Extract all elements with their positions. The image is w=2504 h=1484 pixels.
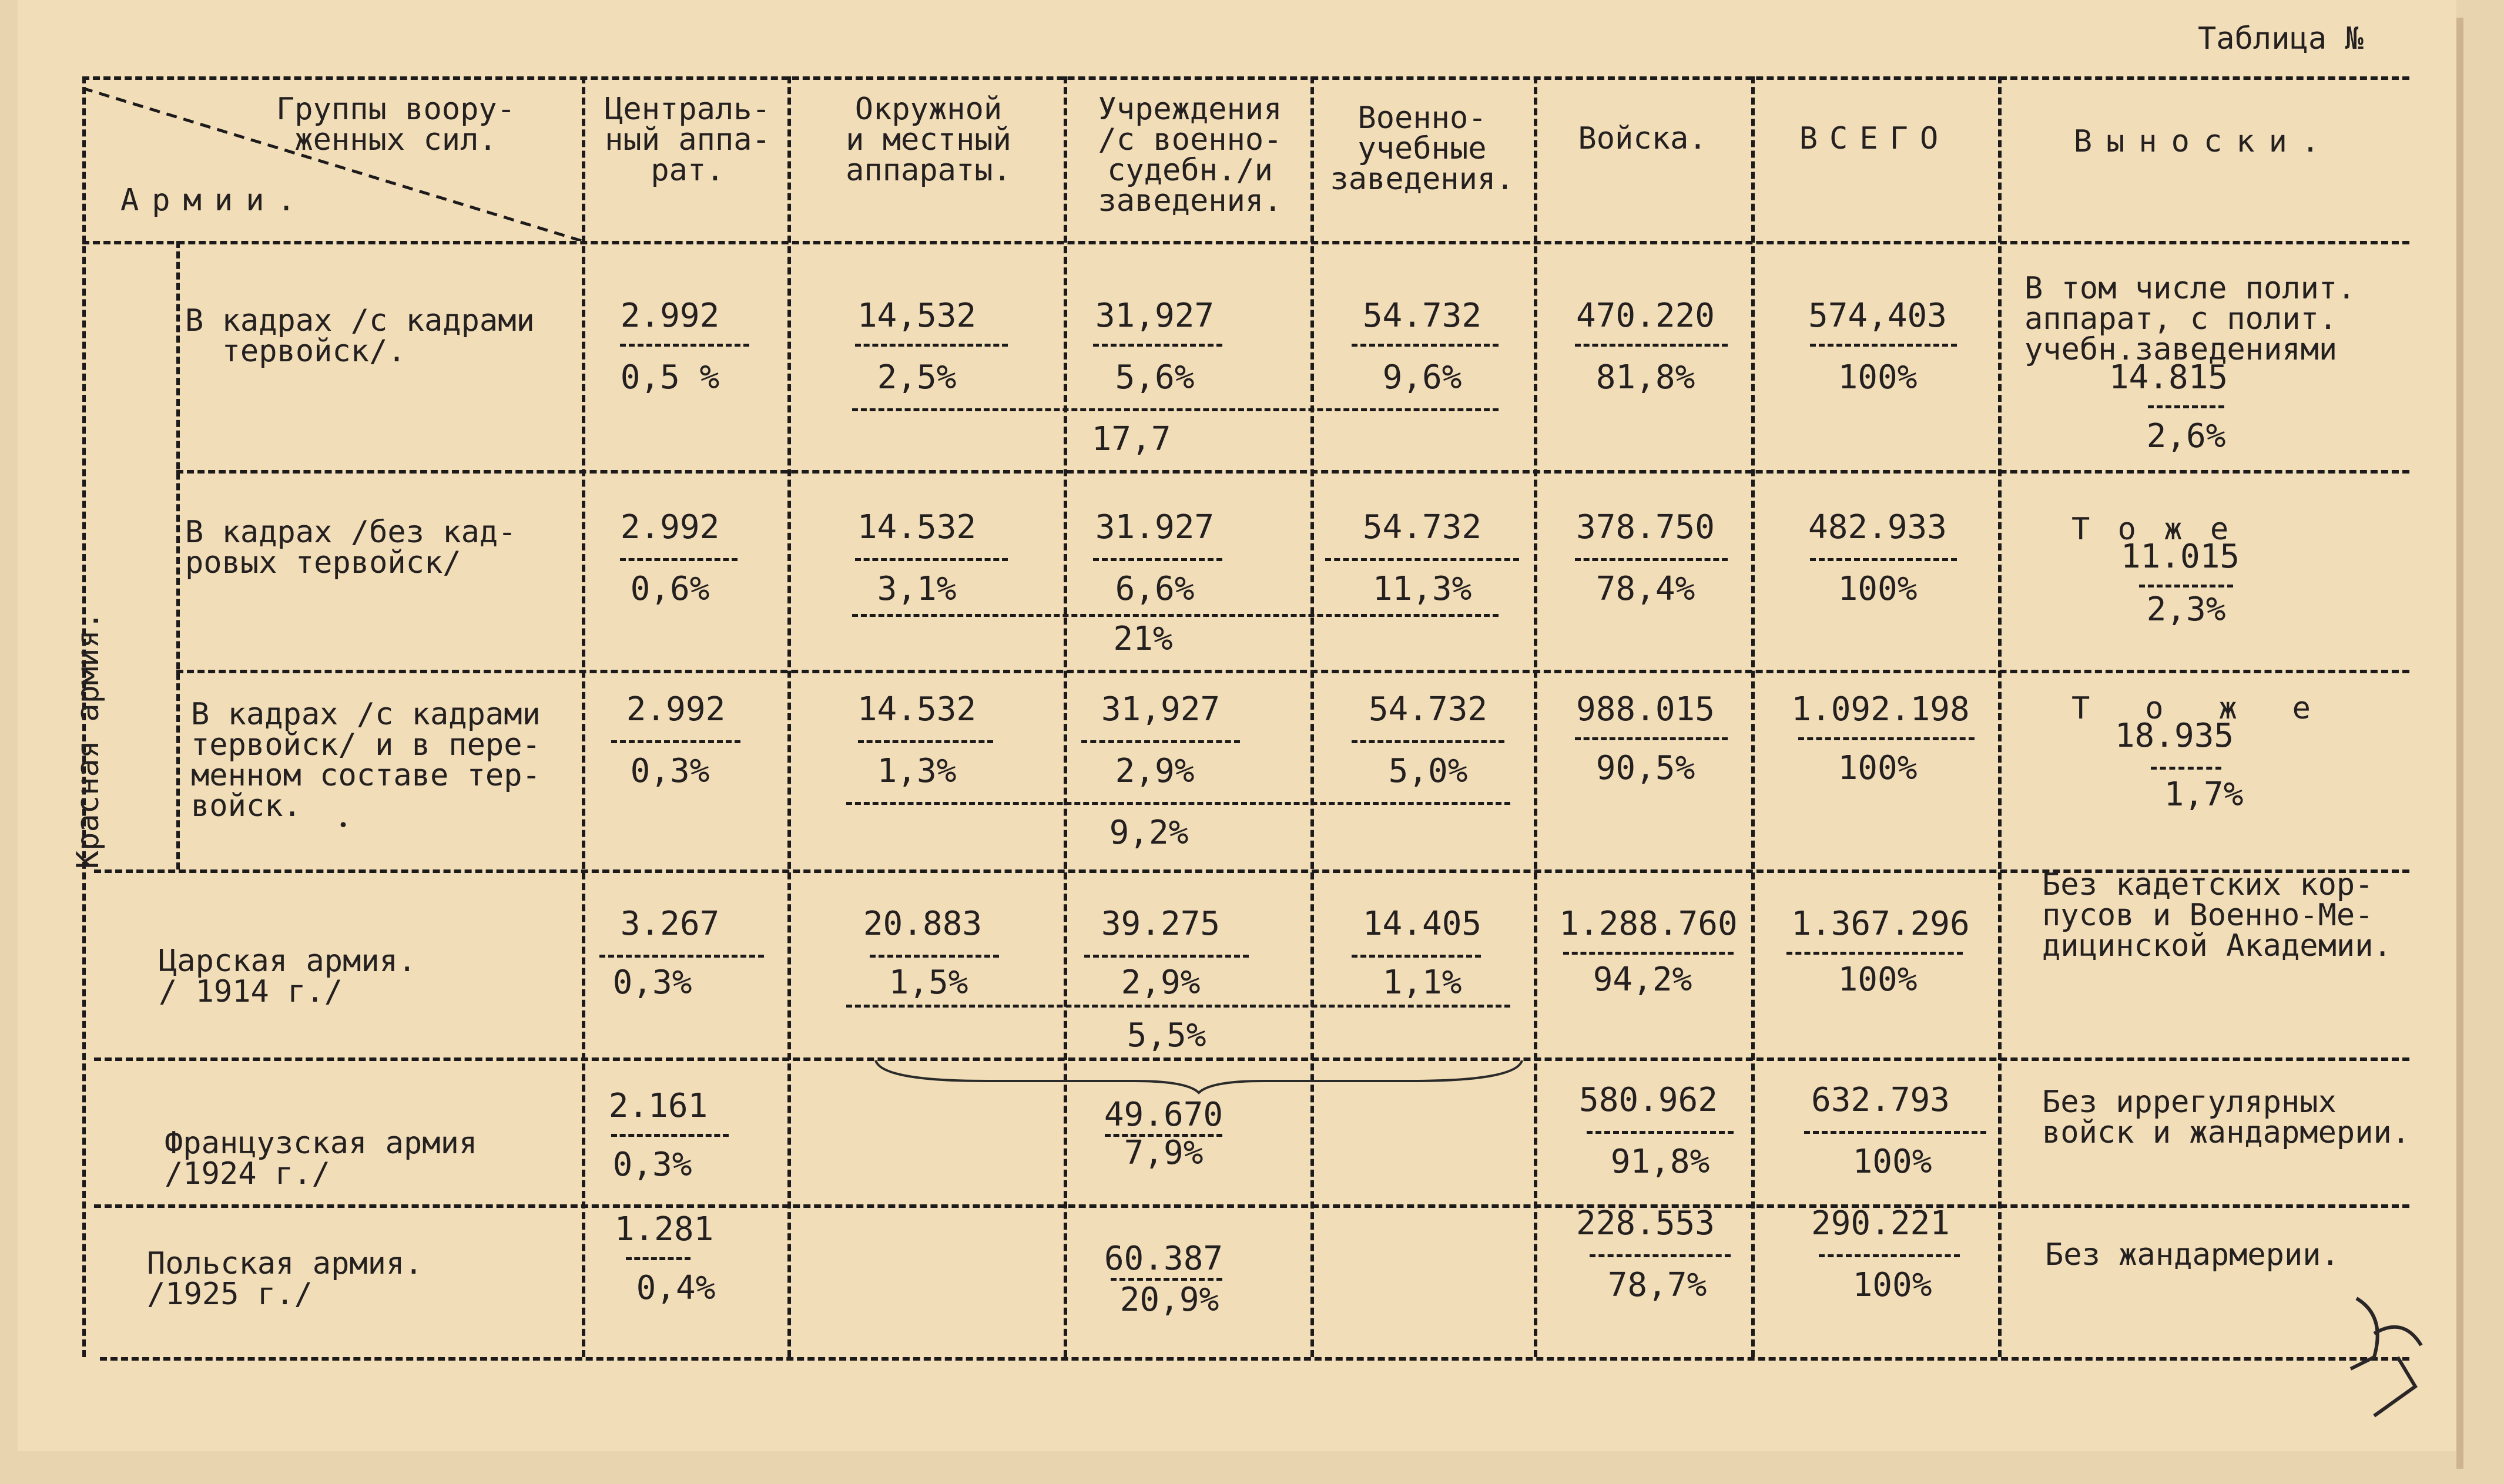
cell-value: 31,927: [1095, 297, 1215, 335]
subtotal: 21%: [1113, 620, 1173, 658]
note-text: Без иррегулярных войск и жандармерии.: [2042, 1085, 2411, 1150]
note-percent: 2,3%: [2146, 590, 2226, 629]
cell-percent: 9,6%: [1382, 358, 1462, 397]
cell-percent: 100%: [1852, 1266, 1932, 1304]
cell-percent: 100%: [1838, 961, 1918, 999]
group-label-red-army: Красная армия.: [71, 611, 106, 869]
note-value: 11.015: [2120, 538, 2240, 576]
note-percent: 1,7%: [2164, 775, 2244, 814]
note-text: В том числе полит. аппарат, с полит. учебн.заведениями: [2024, 271, 2356, 367]
cell-value: 3.267: [620, 905, 720, 943]
row-label: Французская армия /1924 г./: [165, 1126, 478, 1191]
cell-percent: 1,5%: [889, 963, 968, 1002]
cell-value: 14,532: [857, 297, 977, 335]
cell-value: 228.553: [1576, 1204, 1715, 1243]
cell-percent: 0,6%: [630, 570, 710, 608]
cell-value: 60.387: [1104, 1240, 1223, 1278]
cell-value: 1.281: [614, 1210, 714, 1248]
cell-value: 54.732: [1368, 690, 1488, 728]
cell-value: 2.992: [620, 508, 720, 546]
row-label: В кадрах /с кадрами тервойск/ и в пере- менном составе тер- войск.: [191, 697, 541, 824]
cell-percent: 100%: [1838, 358, 1918, 397]
corner-top-label: Группы воору- женных сил.: [276, 92, 515, 157]
cell-percent: 11,3%: [1372, 570, 1472, 608]
cell-value: 54.732: [1362, 297, 1482, 335]
cell-value: 20.883: [863, 905, 983, 943]
header-military-schools: Военно- учебные заведения.: [1330, 100, 1514, 197]
cell-value: 14.532: [857, 508, 977, 546]
cell-percent: 2,5%: [877, 358, 957, 397]
header-institutions: Учреждения /с военно- судебн./и заведения.: [1098, 92, 1282, 219]
cell-percent: 94,2%: [1593, 961, 1692, 999]
cell-percent: 20,9%: [1119, 1281, 1219, 1319]
cell-percent: 78,4%: [1595, 570, 1695, 608]
cell-percent: 100%: [1838, 749, 1918, 787]
header-total: ВСЕГО: [1799, 121, 1950, 156]
cell-percent: 5,0%: [1388, 752, 1468, 790]
cell-value: 378.750: [1576, 508, 1715, 546]
cell-percent: 90,5%: [1595, 749, 1695, 787]
cell-value: 54.732: [1362, 508, 1482, 546]
cell-value: 482.933: [1808, 508, 1947, 546]
cell-percent: 1,1%: [1382, 963, 1462, 1002]
table-title: Таблица №: [2198, 21, 2364, 56]
cell-percent: 0,5 %: [620, 358, 720, 397]
cell-percent: 6,6%: [1115, 570, 1195, 608]
brace: [870, 1055, 1528, 1096]
subtotal: 17,7: [1091, 420, 1171, 458]
header-troops: Войска.: [1578, 121, 1707, 156]
note-value: 18.935: [2114, 717, 2234, 755]
cell-value: 290.221: [1811, 1204, 1950, 1243]
cell-percent: 3,1%: [877, 570, 957, 608]
row-label: Польская армия. /1925 г./: [147, 1246, 423, 1312]
note-text: Т о ж е: [2071, 691, 2311, 726]
note-text: Т о ж е: [2071, 512, 2234, 547]
cell-percent: 5,6%: [1115, 358, 1195, 397]
subtotal: 5,5%: [1127, 1016, 1206, 1055]
cell-value: 574,403: [1808, 297, 1947, 335]
cell-value: 39.275: [1101, 905, 1221, 943]
cell-percent: 0,3%: [612, 963, 692, 1002]
cell-value: 470.220: [1576, 297, 1715, 335]
cell-percent: 2,9%: [1121, 963, 1201, 1002]
cell-percent: 91,8%: [1610, 1143, 1710, 1181]
cell-value: 1.367.296: [1791, 905, 1970, 943]
cell-value: 1.092.198: [1791, 690, 1970, 728]
cell-value: 632.793: [1811, 1081, 1950, 1119]
header-central: Централь- ный аппа- рат.: [605, 92, 770, 188]
cell-value: 580.962: [1578, 1081, 1718, 1119]
row-label: В кадрах /без кад- ровых тервойск/: [185, 515, 517, 580]
cell-value: 14.532: [857, 690, 977, 728]
note-percent: 2,6%: [2146, 417, 2226, 455]
cell-percent: 81,8%: [1595, 358, 1695, 397]
cell-value: 31,927: [1101, 690, 1221, 728]
cell-percent: 0,4%: [636, 1269, 716, 1307]
cell-percent: 2,9%: [1115, 752, 1195, 790]
handwritten-mark: [2339, 1292, 2439, 1422]
cell-value: 2.992: [626, 690, 726, 728]
subtotal: 9,2%: [1109, 814, 1189, 852]
cell-percent: 78,7%: [1607, 1266, 1707, 1304]
ink-dot: •: [338, 815, 349, 836]
cell-percent: 0,3%: [630, 752, 710, 790]
corner-bottom-label: Армии.: [120, 183, 309, 218]
cell-percent: 0,3%: [612, 1146, 692, 1184]
header-notes: Выноски.: [2073, 124, 2334, 159]
cell-value: 1.288.760: [1559, 905, 1738, 943]
cell-value: 49.670: [1104, 1096, 1223, 1134]
cell-value: 2.161: [608, 1087, 708, 1125]
note-text: Без кадетских кор- пусов и Военно-Ме- дицинской Академии.: [2042, 867, 2392, 963]
cell-percent: 100%: [1852, 1143, 1932, 1181]
note-text: Без жандармерии.: [2045, 1237, 2339, 1273]
cell-value: 988.015: [1576, 690, 1715, 728]
cell-percent: 100%: [1838, 570, 1918, 608]
header-district: Окружной и местный аппараты.: [846, 92, 1011, 188]
cell-percent: 1,3%: [877, 752, 957, 790]
page-edge: [2456, 18, 2463, 1469]
note-value: 14.815: [2109, 358, 2228, 397]
row-label: Царская армия. / 1914 г./: [159, 944, 417, 1009]
cell-percent: 7,9%: [1124, 1134, 1204, 1172]
cell-value: 31.927: [1095, 508, 1215, 546]
cell-value: 14.405: [1362, 905, 1482, 943]
row-label: В кадрах /с кадрами тервойск/.: [185, 303, 535, 369]
cell-value: 2.992: [620, 297, 720, 335]
